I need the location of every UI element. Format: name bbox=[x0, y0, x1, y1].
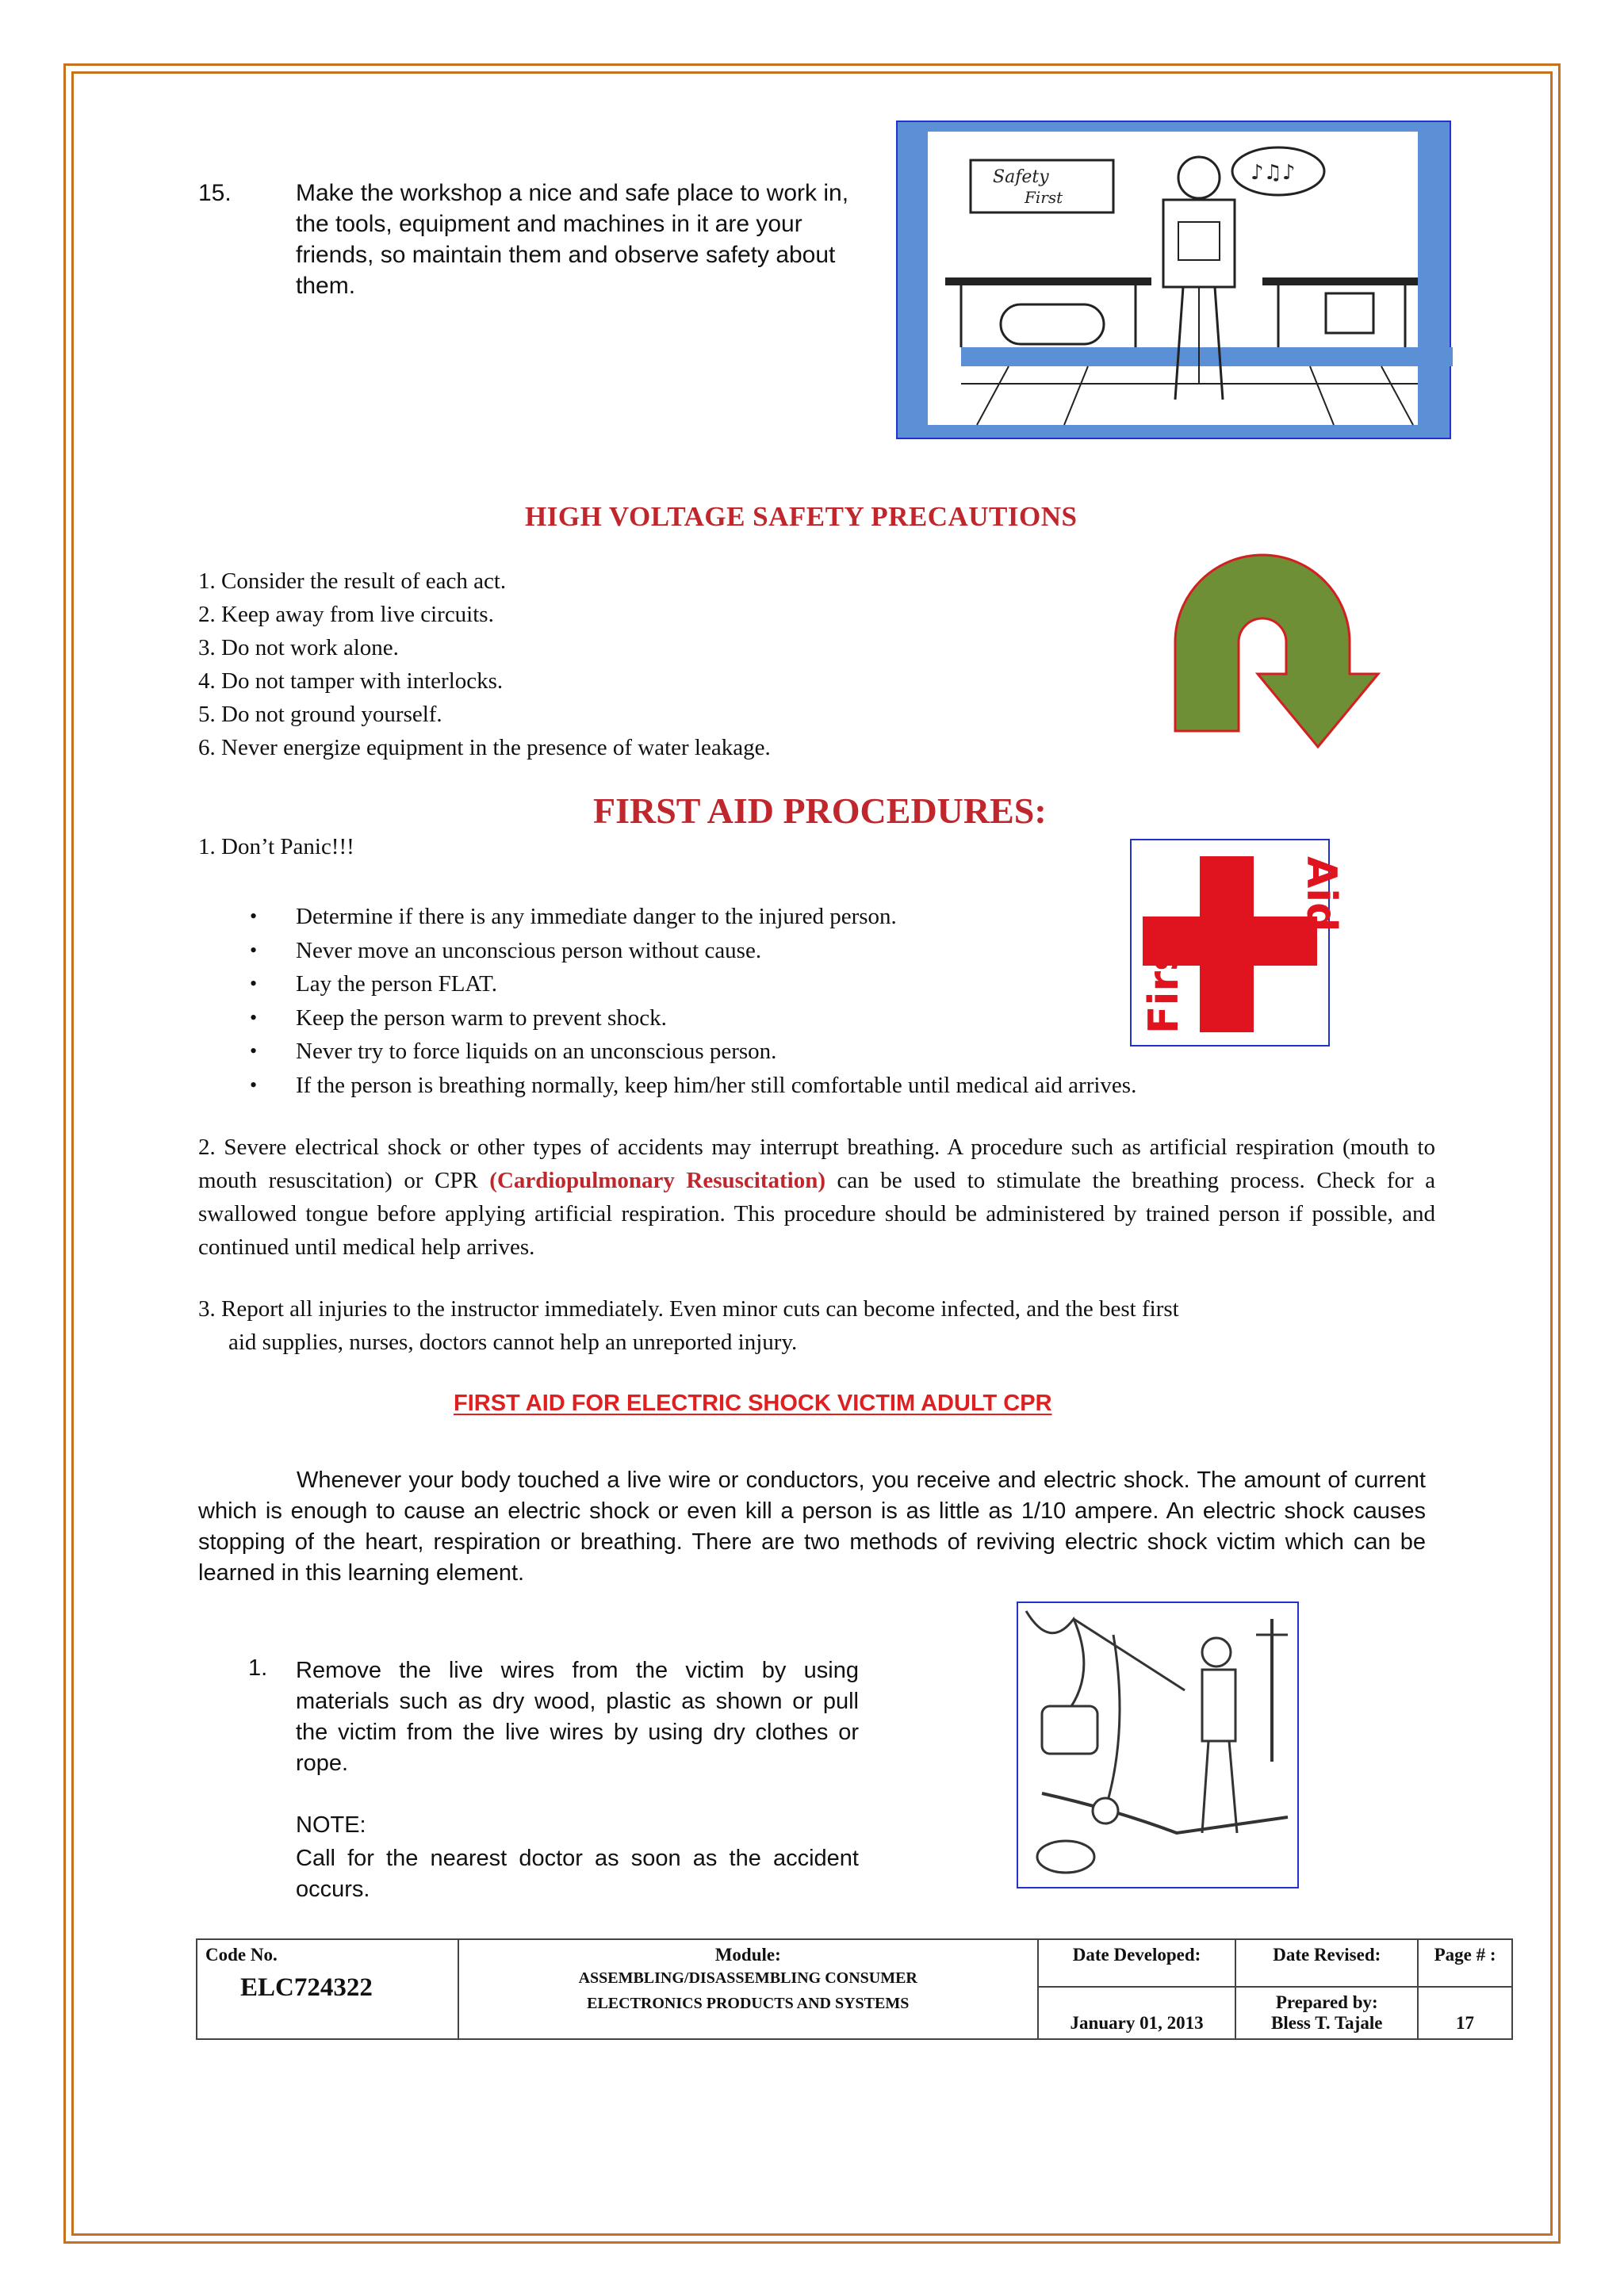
prepared-by-cell bbox=[1235, 1987, 1418, 2039]
item-3-line-2: aid supplies, nurses, doctors cannot help an unreported injury. bbox=[228, 1330, 798, 1355]
high-voltage-item: 4. Do not tamper with interlocks. bbox=[198, 668, 504, 694]
step-1-number: 1. bbox=[248, 1655, 268, 1681]
first-aid-item-1: 1. Don’t Panic!!! bbox=[198, 834, 354, 859]
high-voltage-list bbox=[198, 564, 771, 764]
electric-shock-rescue-illustration bbox=[1017, 1601, 1299, 1888]
code-value: ELC724322 bbox=[240, 1973, 373, 2002]
item-2-highlight: (Cardiopulmonary Resuscitation) bbox=[489, 1168, 825, 1193]
item-15-text: Make the workshop a nice and safe place to work in, the tools, equipment and machines in it are your friends, so maintain them and observe safety about them. bbox=[296, 180, 849, 299]
module-line-2: ELECTRONICS PRODUCTS AND SYSTEMS bbox=[587, 1995, 910, 2012]
module-label: Module: bbox=[714, 1945, 781, 1965]
item-3-line-1: 3. Report all injuries to the instructor immediately. Even minor cuts can become infected, and the best first bbox=[198, 1296, 1179, 1322]
item-15-number: 15. bbox=[198, 180, 232, 206]
page-label: Page # : bbox=[1418, 1939, 1512, 1987]
footer-code-cell bbox=[197, 1939, 458, 2039]
first-aid-word-aid: Aid bbox=[1297, 856, 1345, 932]
first-aid-bullet: • If the person is breathing normally, keep him/her still comfortable until medical aid arrives. bbox=[250, 1069, 1136, 1103]
note-label: NOTE: bbox=[296, 1812, 366, 1838]
high-voltage-item: 6. Never energize equipment in the presence of water leakage. bbox=[198, 735, 771, 760]
note-text: Call for the nearest doctor as soon as the accident occurs. bbox=[296, 1846, 859, 1902]
first-aid-cross-icon bbox=[1130, 839, 1345, 1047]
date-revised-label: Date Revised: bbox=[1235, 1939, 1418, 1987]
footer-table bbox=[196, 1938, 1513, 2040]
first-aid-item-2 bbox=[198, 1131, 1435, 1264]
safety-sign-text-2: First bbox=[1025, 188, 1063, 207]
date-developed-value: January 01, 2013 bbox=[1038, 1987, 1236, 2039]
step-1-text: Remove the live wires from the victim by using materials such as dry wood, plastic as shown or pull the victim from the live wires by using dry clothes or rope. bbox=[296, 1658, 859, 1776]
item-2-text-start: 2. Severe electrical shock or other types of accidents may interrupt breathing. A procedure such as artificial respiration (mouth to mouth resuscitation) or CPR bbox=[198, 1135, 1435, 1193]
curved-arrow-icon bbox=[1166, 523, 1396, 753]
item-2-text-end: can be used to stimulate the breathing process. Check for a swallowed tongue before applying artificial respiration. This procedure should be administered by trained person if possible, and continued until medical help arrives. bbox=[198, 1168, 1435, 1260]
safety-sign-text: Safety bbox=[993, 167, 1049, 187]
date-developed-label: Date Developed: bbox=[1038, 1939, 1236, 1987]
first-aid-bullet: • Never try to force liquids on an unconscious person. bbox=[250, 1035, 1136, 1069]
high-voltage-item: 2. Keep away from live circuits. bbox=[198, 602, 494, 627]
high-voltage-item: 1. Consider the result of each act. bbox=[198, 568, 507, 594]
first-aid-bullet: • Lay the person FLAT. bbox=[250, 967, 1136, 1001]
electric-shock-paragraph: Whenever your body touched a live wire or conductors, you receive and electric shock. The amount of current which is enough to cause an electric shock or even kill a person is as little as 1/10 ampere. An electric shock causes stopping of the heart, respiration or breathing. There are two methods of reviving electric shock victim which can be learned in this learning element. bbox=[198, 1468, 1426, 1586]
first-aid-item-3 bbox=[198, 1292, 1435, 1359]
first-aid-bullets bbox=[250, 900, 1136, 1102]
high-voltage-item: 3. Do not work alone. bbox=[198, 635, 399, 660]
svg-text:♪♫♪: ♪♫♪ bbox=[1251, 161, 1296, 185]
high-voltage-item: 5. Do not ground yourself. bbox=[198, 702, 442, 727]
first-aid-bullet: • Never move an unconscious person without cause. bbox=[250, 934, 1136, 968]
prepared-by-label: Prepared by: bbox=[1275, 1992, 1378, 2012]
safety-first-illustration bbox=[896, 121, 1451, 439]
first-aid-bullet: • Keep the person warm to prevent shock. bbox=[250, 1001, 1136, 1035]
high-voltage-title: HIGH VOLTAGE SAFETY PRECAUTIONS bbox=[525, 501, 1078, 532]
first-aid-word-first: First bbox=[1140, 927, 1188, 1034]
electric-shock-title: FIRST AID FOR ELECTRIC SHOCK VICTIM ADULT CPR bbox=[454, 1391, 1052, 1416]
footer-module-cell bbox=[458, 1939, 1038, 2039]
first-aid-bullet: • Determine if there is any immediate danger to the injured person. bbox=[250, 900, 1136, 934]
first-aid-title: FIRST AID PROCEDURES: bbox=[593, 790, 1047, 831]
code-label: Code No. bbox=[205, 1945, 278, 1965]
page-number: 17 bbox=[1418, 1987, 1512, 2039]
module-line-1: ASSEMBLING/DISASSEMBLING CONSUMER bbox=[578, 1969, 917, 1987]
prepared-by-value: Bless T. Tajale bbox=[1271, 2013, 1383, 2033]
